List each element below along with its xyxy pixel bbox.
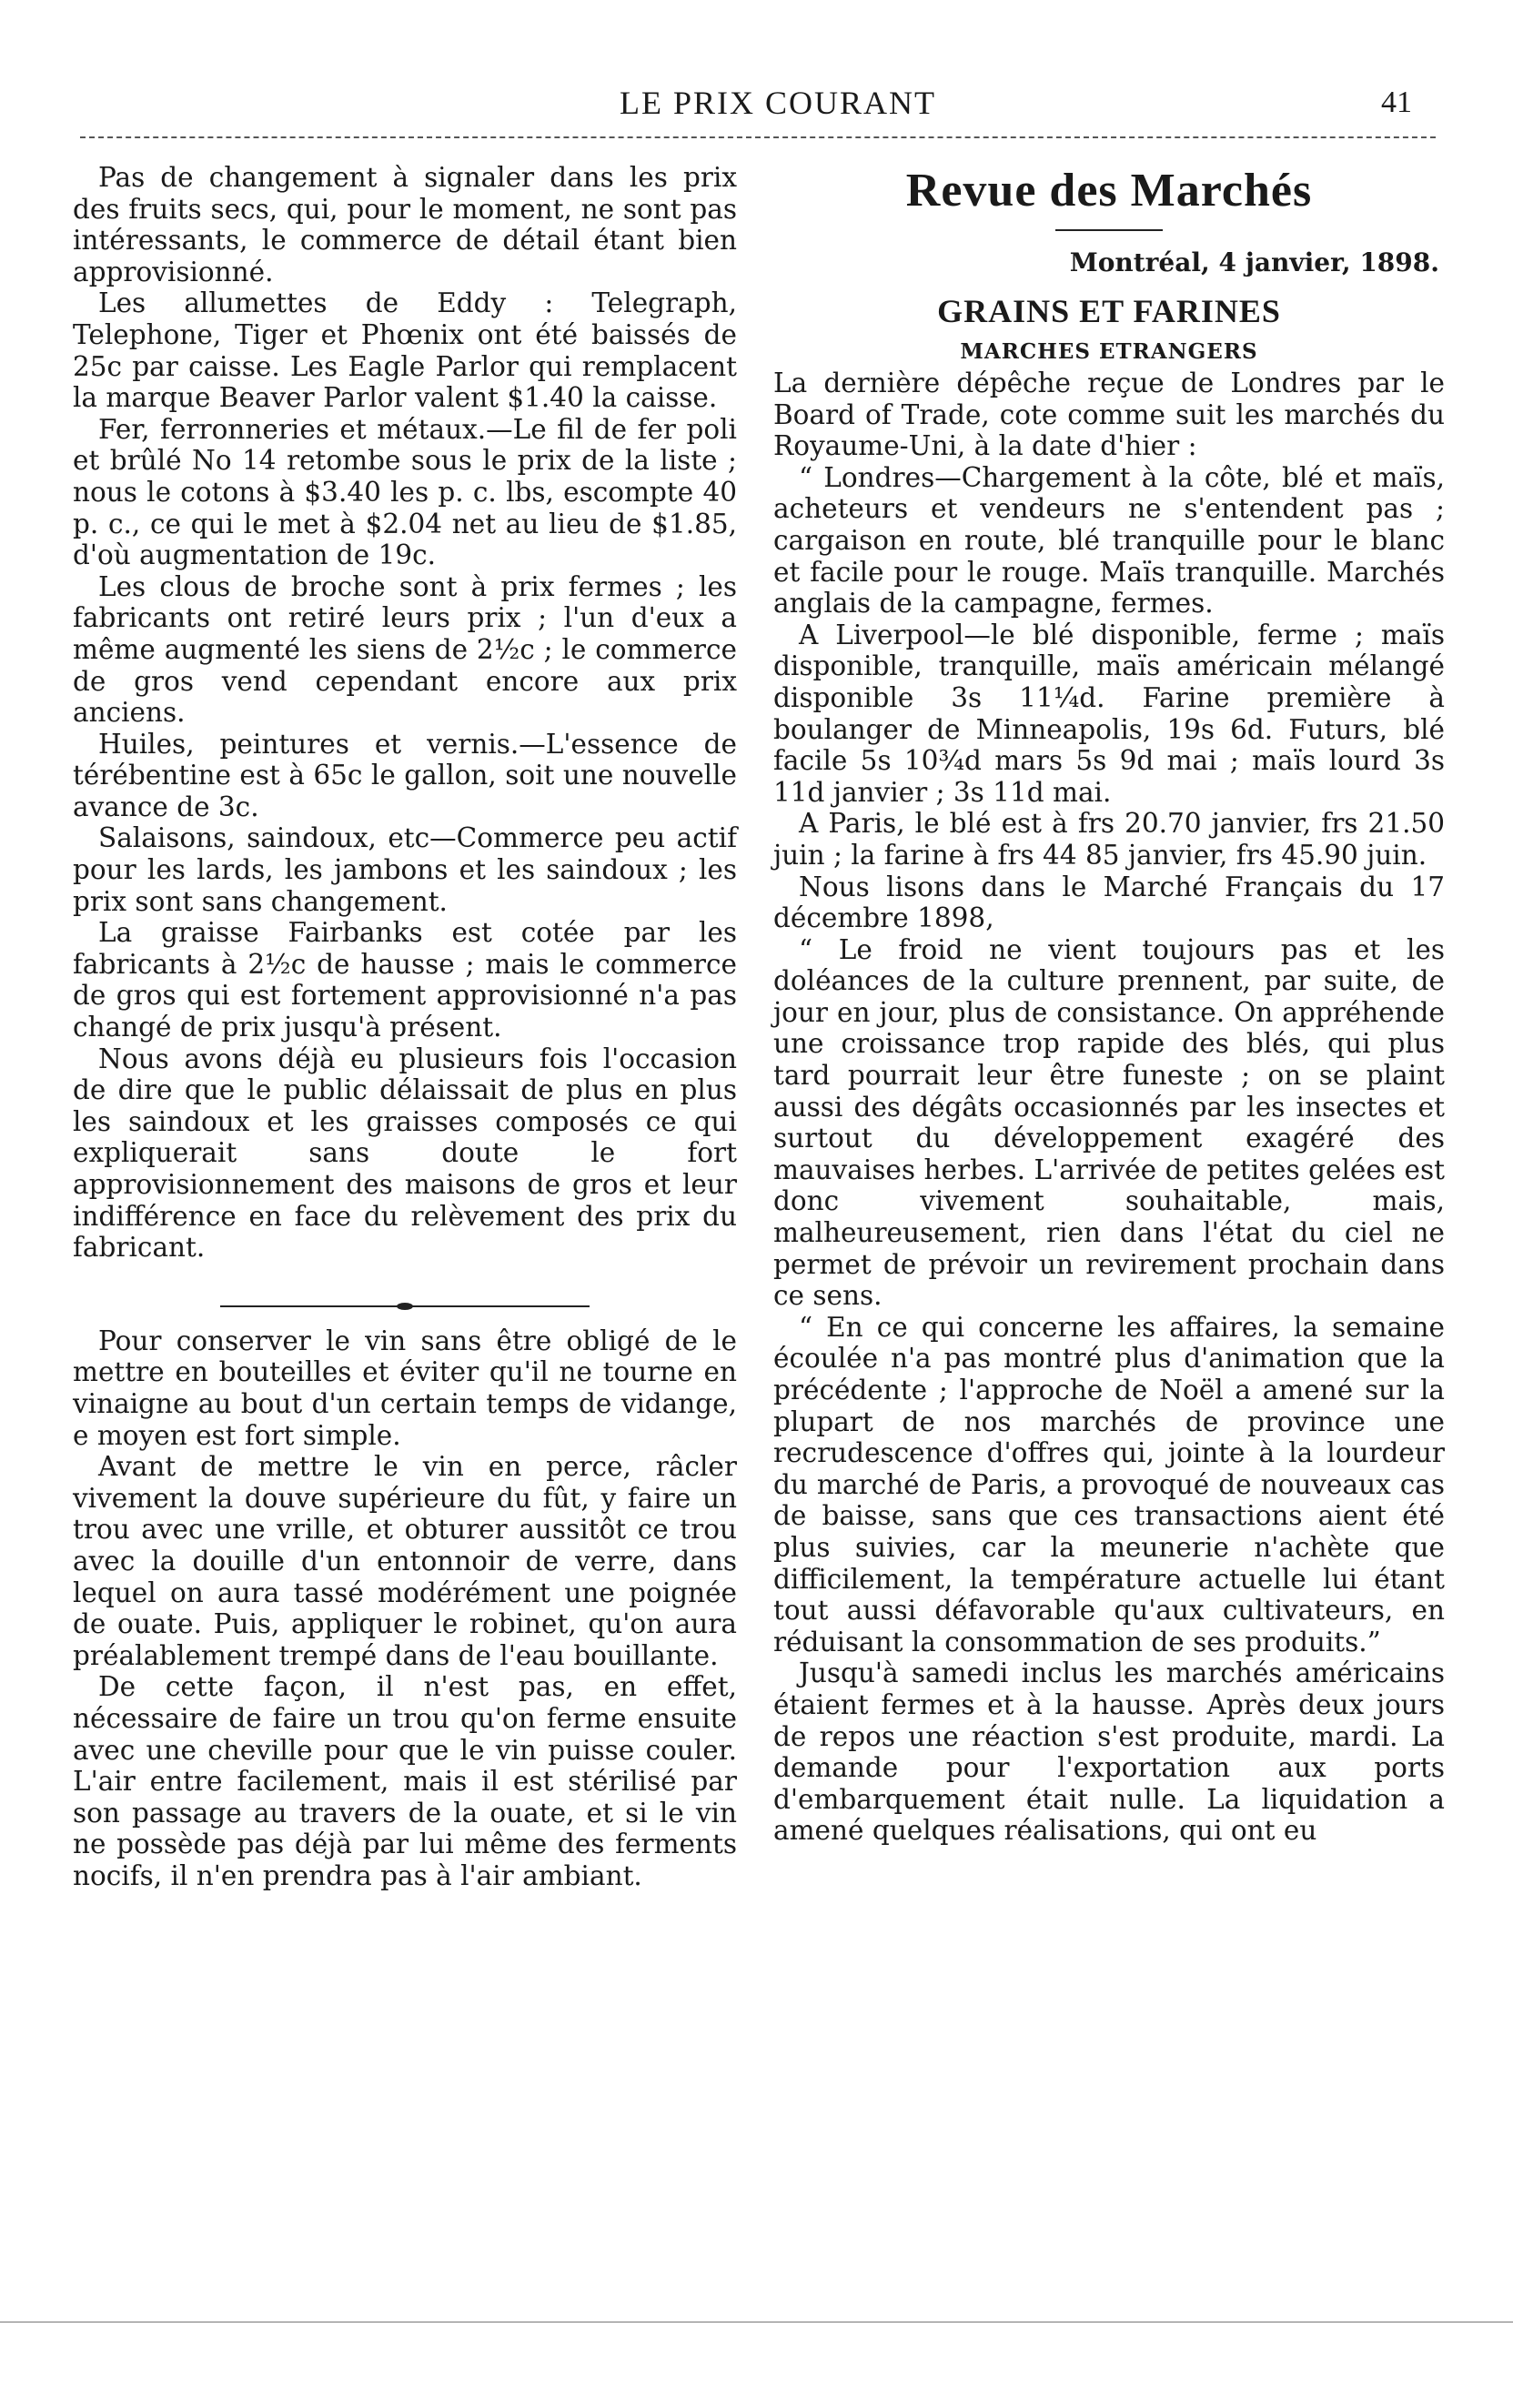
subhead-foreign-markets: MARCHES ETRANGERS (960, 339, 1258, 364)
paragraph-wire-nails: Les clous de broche sont à prix fermes ; les fabricants ont retiré leurs prix ; l'un d'eux a même augmenté les siens de 2½c ; le commerce de gros vend cependant encore aux prix anciens. (73, 570, 737, 729)
paragraph-iron-hardware: Fer, ferronneries et métaux.—Le fil de fer poli et brûlé No 14 retombe sous le prix de la liste ; nous le cotons à $3.40 les p. c. lbs, escompte 40 p. c., ce qui le met à $2.04 net au lieu de $1.85, d'où augmentation de 19c. (73, 413, 737, 571)
section-divider-ornament (73, 1289, 737, 1302)
left-column (73, 162, 737, 1891)
paragraph-wine-method: Avant de mettre le vin en perce, râcler vivement la douve supérieure du fût, y faire un trou avec une vrille, et obturer aussitôt ce trou avec la douille d'un entonnoir de verre, dans lequel on aura tassé modérément une poignée de ouate. Puis, appliquer le robinet, qu'on aura préalablement trempé dans de l'eau bouillante. (73, 1451, 737, 1671)
right-column (773, 162, 1445, 1847)
header-rule (80, 136, 1436, 138)
running-title: LE PRIX COURANT (619, 85, 936, 121)
paragraph-fairbanks-lard: La graisse Fairbanks est cotée par les fabricants à 2½c de hausse ; mais le commerce de gros qui est fortement approvisionné n'a pas changé de prix jusqu'à présent. (73, 917, 737, 1043)
paragraph-lard-demand: Nous avons déjà eu plusieurs fois l'occasion de dire que le public délaissait de plus en plus les saindoux et les graisses composés ce qui expliquerait sans doute le fort approvisionnement des maisons de gros et leur indifférence en face du relèvement des prix du fabricant. (73, 1043, 737, 1264)
paragraph-marche-francais: Nous lisons dans le Marché Français du 17 décembre 1898, (773, 871, 1445, 934)
section-title: Revue des Marchés (905, 165, 1313, 217)
paragraph-matches: Les allumettes de Eddy : Telegraph, Telephone, Tiger et Phœnix ont été baissés de 25c par caisse. Les Eagle Parlor qui remplacent la marque Beaver Parlor valent $1.40 la caisse. (73, 287, 737, 414)
paragraph-wine-result: De cette façon, il n'est pas, en effet, nécessaire de faire un trou qu'on ferme ensuite avec une cheville pour que le vin puisse couler. L'air entre facilement, mais il est stérilisé par son passage au travers de la ouate, et si le vin ne possède pas déjà par lui même des ferments nocifs, il n'en prendra pas à l'air ambiant. (73, 1671, 737, 1891)
paragraph-cold-weather: “ Le froid ne vient toujours pas et les doléances de la culture prennent, par suite, de jour en jour, plus de consistance. On appréhende une croissance trop rapide des blés, qui plus tard pourrait leur être funeste ; on se plaint aussi des dégâts occasionnés par les insectes et surtout du développement exagéré des mauvaises herbes. L'arrivée de petites gelées est donc vivement souhaitable, mais, malheureusement, rien dans l'état du ciel ne permet de prévoir un revirement prochain dans ce sens. (773, 933, 1445, 1312)
paragraph-london: “ Londres—Chargement à la côte, blé et maïs, acheteurs et vendeurs ne s'entendent pas ; cargaison en route, blé tranquille pour le blanc et facile pour le rouge. Maïs tranquille. Marchés anglais de la campagne, fermes. (773, 461, 1445, 620)
page-number: 41 (1381, 86, 1412, 119)
paragraph-american-markets: Jusqu'à samedi inclus les marchés américains étaient fermes et à la hausse. Après deux jours de repos une réaction s'est produite, mardi. La demande pour l'exportation aux ports d'embarquement était nulle. La liquidation a amené quelques réalisations, qui ont eu (773, 1657, 1445, 1847)
paragraph-board-of-trade: La dernière dépêche reçue de Londres par le Board of Trade, cote comme suit les marchés du Royaume-Uni, à la date d'hier : (773, 368, 1445, 462)
title-rule (1055, 229, 1163, 231)
page-header (73, 84, 1437, 129)
paragraph-business: “ En ce qui concerne les affaires, la semaine écoulée n'a pas montré plus d'animation que la précédente ; l'approche de Noël a amené sur la plupart de nos marchés de province une recrudescence d'offres qui, jointe à la lourdeur du marché de Paris, a provoqué de nouveaux cas de baisse, sans que ces transactions aient été plus suivies, car la meunerie n'achète que difficilement, la température actuelle lui étant tout aussi défavorable qu'aux cultivateurs, en réduisant la consommation de ses produits.” (773, 1311, 1445, 1657)
paragraph-liverpool: A Liverpool—le blé disponible, ferme ; maïs disponible, tranquille, maïs américain mélangé disponible 3s 11¼d. Farine première à boulanger de Minneapolis, 19s 6d. Futurs, blé facile 5s 10¾d mars 5s 9d mai ; maïs lourd 3s 11d janvier ; 3s 11d mai. (773, 619, 1445, 808)
paragraph-paris: A Paris, le blé est à frs 20.70 janvier, frs 21.50 juin ; la farine à frs 44 85 janvier, frs 45.90 juin. (773, 808, 1445, 871)
paragraph-wine-intro: Pour conserver le vin sans être obligé de le mettre en bouteilles et éviter qu'il ne tourne en vinaigne au bout d'un certain temps de vidange, e moyen est fort simple. (73, 1325, 737, 1451)
dateline: Montréal, 4 janvier, 1898. (1069, 247, 1439, 277)
paragraph-cured-meats: Salaisons, saindoux, etc—Commerce peu actif pour les lards, les jambons et les saindoux ; les prix sont sans changement. (73, 822, 737, 917)
paragraph-oils-paints: Huiles, peintures et vernis.—L'essence de térébentine est à 65c le gallon, soit une nouvelle avance de 3c. (73, 728, 737, 822)
subhead-grains: GRAINS ET FARINES (937, 293, 1281, 329)
paragraph-dried-fruits: Pas de changement à signaler dans les prix des fruits secs, qui, pour le moment, ne sont pas intéressants, le commerce de détail étant bien approvisionné. (73, 162, 737, 287)
